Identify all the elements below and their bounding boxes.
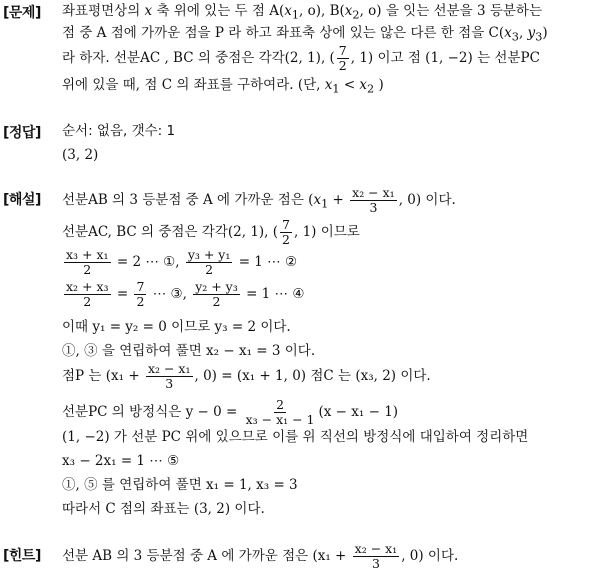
explanation-line-5: 점P 는 (x₁ + $\frac{\text{x₂ − x₁}}{3}$ , 0) = (x₁ + 1, 0) 점C 는 (x₃, 2) 이다. <box>62 361 431 391</box>
explanation-line-3: 이때 y₁ = y₂ = 0 이므로 y₃ = 2 이다. <box>62 319 291 335</box>
hint-tag: [힌트] <box>3 548 41 564</box>
explanation-line-8: x₃ − 2x₁ = 1 ⋯ ⑤ <box>62 453 180 469</box>
problem-line-2: 점 중 A 점에 가까운 점을 P 라 하고 좌표축 상에 있는 않은 다른 한 점을 $C(x_3$, $y_3$) <box>62 25 548 44</box>
hint-line-1: 선분 AB 의 3 등분점 중 A 에 가까운 점은 (x₁ + $\frac{\text{x₂ − x₁}}{3}$ , 0) 이다. <box>62 541 459 571</box>
explanation-line-4: ①, ③ 을 연립하여 풀면 x₂ − x₁ = 3 이다. <box>62 343 316 359</box>
explanation-line-9: ①, ⑤ 를 연립하여 풀면 x₁ = 1, x₃ = 3 <box>62 477 298 493</box>
answer-line-2: (3, 2) <box>62 147 99 163</box>
explanation-line-10: 따라서 C 점의 좌표는 (3, 2) 이다. <box>62 501 265 517</box>
problem-tag: [문제] <box>3 5 41 21</box>
equation-row-2: $\frac{\text{x₂ + x₃}}{2}$ = $\frac{7}{2}$ ⋯ ③, $\frac{\text{y₂ + y₃}}{2}$ = 1 ⋯ ④ <box>66 279 305 309</box>
explanation-line-6: 선분PC 의 방정식은 y − 0 = $\frac{2}{\text{x₃ − x₁ − 1}}$ (x − x₁ − 1) <box>62 397 399 427</box>
answer-line-1: 순서: 없음, 갯수: 1 <box>62 123 176 139</box>
explanation-line-7: (1, −2) 가 선분 PC 위에 있으므로 이를 위 직선의 방정식에 대입하여 정리하면 <box>62 429 529 445</box>
explanation-line-1: 선분AB 의 3 등분점 중 A 에 가까운 점은 ($x_1$ + $\frac{\text{x₂ − x₁}}{3}$ , 0) 이다. <box>62 185 456 215</box>
answer-tag: [정답] <box>3 125 41 141</box>
explanation-line-2: 선분AC, BC 의 중점은 각각(2, 1), ( $\frac{7}{2}$ , 1) 이므로 <box>62 217 360 247</box>
problem-line-3: 라 하자. 선분AC , BC 의 중점은 각각(2, 1), ( $\frac{7}{2}$ , 1) 이고 점 (1, −2) 는 선분PC <box>62 43 540 73</box>
problem-line-1: 좌표평면상의 x 축 위에 있는 두 점 $A(x_1$, o), $B(x_2$, o) 을 잇는 선분을 3 등분하는 <box>62 3 543 22</box>
problem-line-4: 위에 있을 때, 점 C 의 좌표를 구하여라. (단, $x_1 < x_2$ ) <box>62 77 384 96</box>
explanation-tag: [해설] <box>3 192 41 208</box>
equation-row-1: $\frac{\text{x₃ + x₁}}{2}$ = 2 ⋯ ①, $\frac{\text{y₃ + y₁}}{2}$ = 1 ⋯ ② <box>66 247 298 277</box>
